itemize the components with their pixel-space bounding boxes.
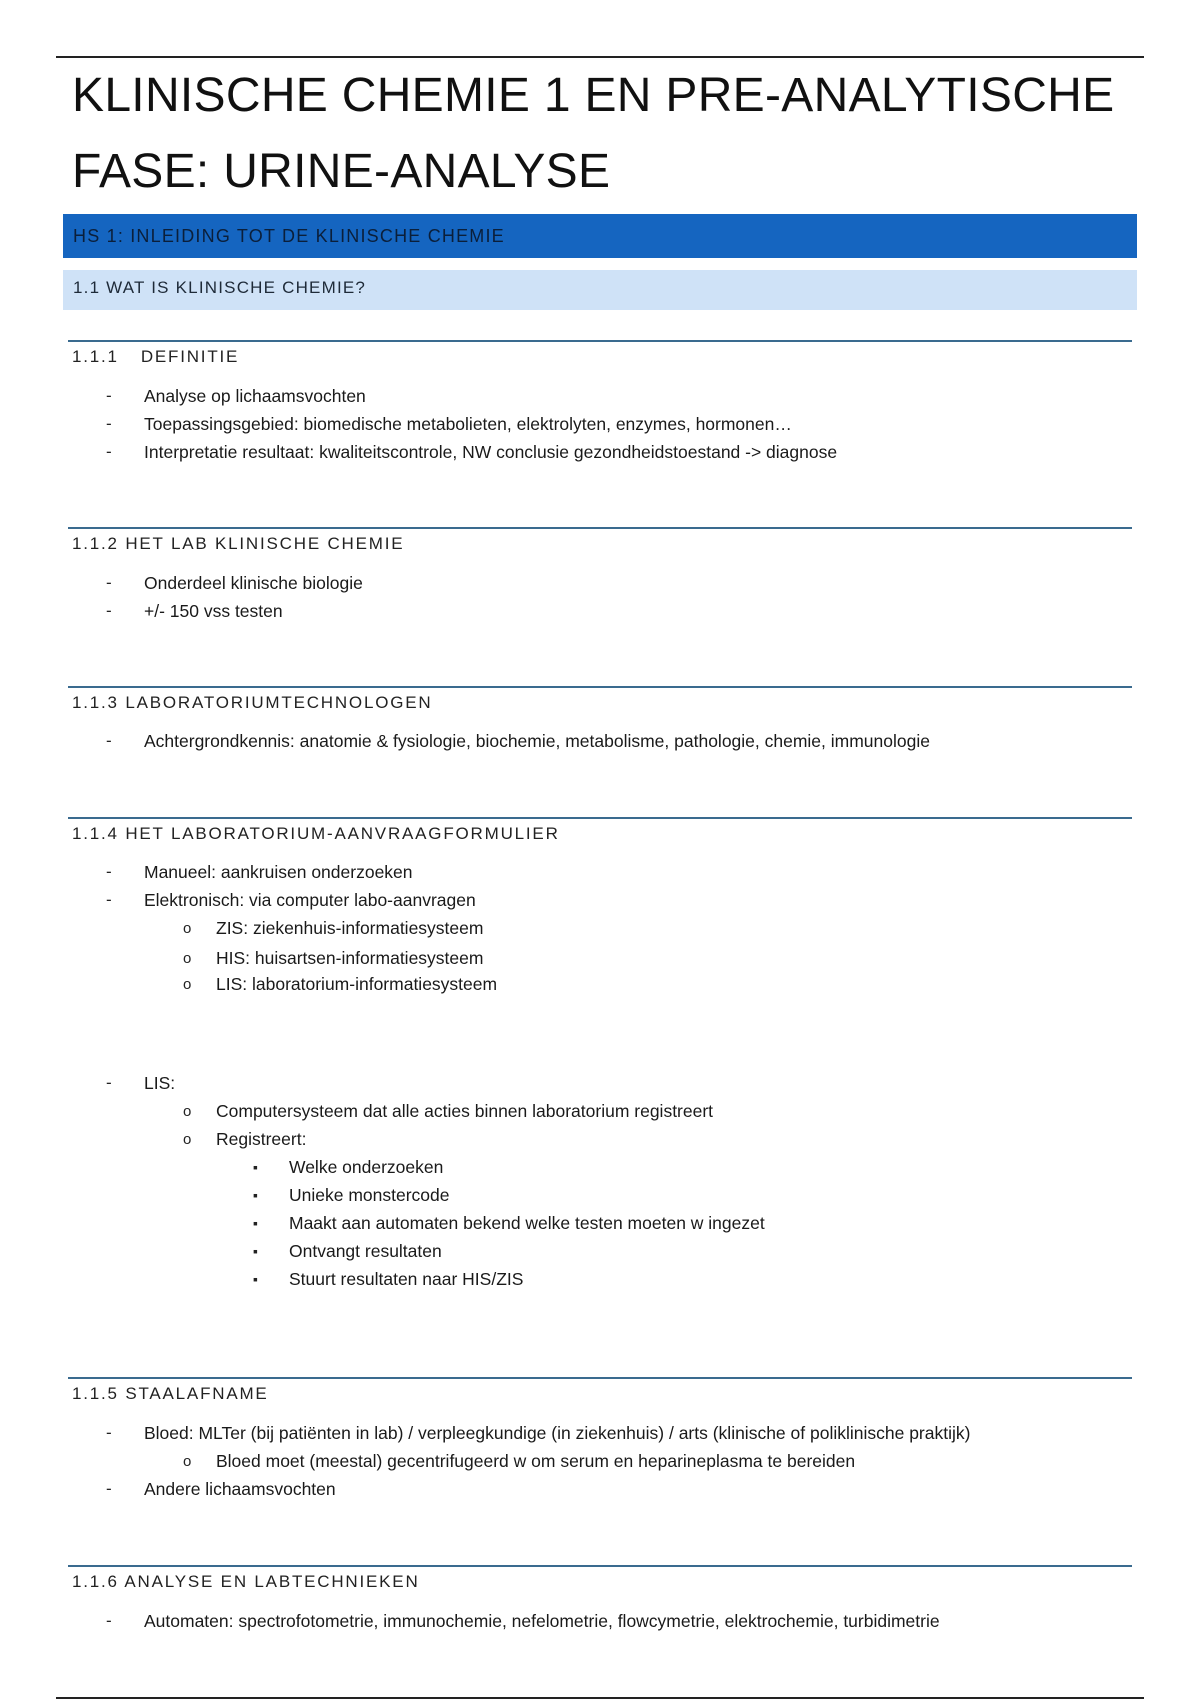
- list-item: Maakt aan automaten bekend welke testen moeten w ingezet: [289, 1213, 765, 1233]
- list-item: Welke onderzoeken: [289, 1157, 444, 1177]
- bullet-circle: o: [183, 1453, 192, 1470]
- bottom-rule: [56, 1697, 1144, 1699]
- bullet-dash: -: [106, 442, 112, 461]
- bullet-dash: -: [106, 1423, 112, 1442]
- list-item: Analyse op lichaamsvochten: [144, 386, 366, 406]
- list-item: Interpretatie resultaat: kwaliteitscontrole, NW conclusie gezondheidstoestand -> diagnose: [144, 442, 838, 462]
- list-item: Toepassingsgebied: biomedische metabolieten, elektrolyten, enzymes, hormonen…: [144, 414, 792, 434]
- section-divider: [68, 817, 1132, 819]
- subsection-heading-1-1-4: 1.1.4 HET LABORATORIUM-AANVRAAGFORMULIER: [72, 824, 560, 843]
- list-item: Achtergrondkennis: anatomie & fysiologie, biochemie, metabolisme, pathologie, chemie, immunologie: [144, 731, 930, 751]
- subsection-heading-1-1-3: 1.1.3 LABORATORIUMTECHNOLOGEN: [72, 693, 433, 712]
- list-item: Stuurt resultaten naar HIS/ZIS: [289, 1269, 524, 1289]
- list-item: +/- 150 vss testen: [144, 601, 283, 621]
- bullet-dash: -: [106, 1479, 112, 1498]
- list-item: Computersysteem dat alle acties binnen laboratorium registreert: [216, 1101, 714, 1121]
- list-item: Automaten: spectrofotometrie, immunochemie, nefelometrie, flowcymetrie, elektrochemie, turbidimetrie: [144, 1611, 940, 1631]
- bullet-dash: -: [106, 1073, 112, 1092]
- bullet-circle: o: [183, 1131, 192, 1148]
- subsection-heading-1-1-6: 1.1.6 ANALYSE EN LABTECHNIEKEN: [72, 1572, 420, 1591]
- title-line-2: FASE: URINE-ANALYSE: [72, 145, 611, 198]
- list-item: Elektronisch: via computer labo-aanvragen: [144, 890, 476, 910]
- list-item: Manueel: aankruisen onderzoeken: [144, 862, 413, 882]
- section-divider: [68, 1565, 1132, 1567]
- list-item: LIS: laboratorium-informatiesysteem: [216, 974, 498, 994]
- bullet-circle: o: [183, 1103, 192, 1120]
- bullet-dash: -: [106, 414, 112, 433]
- bullet-circle: o: [183, 950, 192, 967]
- bullet-dash: -: [106, 386, 112, 405]
- bullet-square: ▪: [253, 1243, 258, 1259]
- section-divider: [68, 686, 1132, 688]
- subsection-heading-1-1-2: 1.1.2 HET LAB KLINISCHE CHEMIE: [72, 534, 405, 553]
- subsection-title: DEFINITIE: [140, 347, 240, 366]
- list-item: ZIS: ziekenhuis-informatiesysteem: [216, 918, 484, 938]
- bullet-dash: -: [106, 601, 112, 620]
- section-divider: [68, 1377, 1132, 1379]
- bullet-dash: -: [106, 890, 112, 909]
- bullet-dash: -: [106, 731, 112, 750]
- bullet-dash: -: [106, 573, 112, 592]
- bullet-square: ▪: [253, 1215, 258, 1231]
- subsection-heading-1-1-5: 1.1.5 STAALAFNAME: [72, 1384, 269, 1403]
- list-item: Bloed: MLTer (bij patiënten in lab) / verpleegkundige (in ziekenhuis) / arts (klinische of poliklinische praktijk): [144, 1423, 971, 1443]
- section-heading: 1.1 WAT IS KLINISCHE CHEMIE?: [63, 270, 1137, 310]
- list-item: Onderdeel klinische biologie: [144, 573, 363, 593]
- section-divider: [68, 340, 1132, 342]
- page-title: [72, 58, 1152, 210]
- list-item: LIS:: [144, 1073, 176, 1093]
- bullet-square: ▪: [253, 1187, 258, 1203]
- bullet-circle: o: [183, 920, 192, 937]
- list-item: Registreert:: [216, 1129, 307, 1149]
- chapter-heading: HS 1: INLEIDING TOT DE KLINISCHE CHEMIE: [63, 214, 1137, 258]
- list-item: Ontvangt resultaten: [289, 1241, 442, 1261]
- list-item: Bloed moet (meestal) gecentrifugeerd w om serum en heparineplasma te bereiden: [216, 1451, 856, 1471]
- bullet-dash: -: [106, 862, 112, 881]
- bullet-dash: -: [106, 1611, 112, 1630]
- list-item: HIS: huisartsen-informatiesysteem: [216, 948, 484, 968]
- subsection-number: 1.1.1: [72, 347, 119, 366]
- bullet-square: ▪: [253, 1271, 258, 1287]
- title-line-1: KLINISCHE CHEMIE 1 EN PRE-ANALYTISCHE: [72, 69, 1115, 122]
- list-item: Unieke monstercode: [289, 1185, 450, 1205]
- subsection-heading-1-1-1: [72, 346, 239, 368]
- bullet-circle: o: [183, 976, 192, 993]
- section-divider: [68, 527, 1132, 529]
- list-item: Andere lichaamsvochten: [144, 1479, 336, 1499]
- bullet-square: ▪: [253, 1159, 258, 1175]
